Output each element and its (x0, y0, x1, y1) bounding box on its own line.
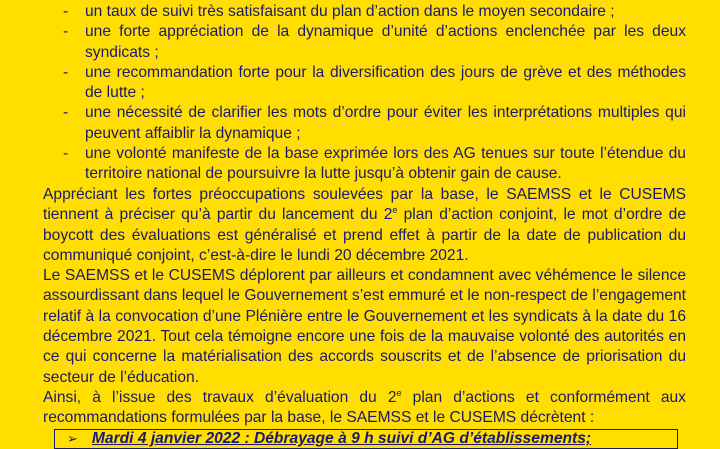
paragraph-text: Appréciant les fortes préoccupations soulevées par la base, le SAEMSS et le CUSEMS tiennent à préciser qu’à partir du lancement du 2 (43, 186, 686, 224)
bullet-item (0, 22, 720, 63)
bullet-item (0, 2, 720, 22)
bullet-text: un taux de suivi très satisfaisant du plan d’action dans le moyen secondaire ; (85, 3, 615, 20)
arrow-bullet-icon: ➢ (67, 431, 78, 446)
bullet-text: une recommandation forte pour la diversification des jours de grève et des méthodes de lutte ; (85, 63, 686, 102)
superscript: e (396, 387, 402, 398)
bullet-text: une nécessité de clarifier les mots d’ordre pour éviter les interprétations multiples qui peuvent affaiblir la dynamique ; (85, 104, 686, 142)
bullet-item (0, 103, 720, 144)
decree-box (54, 429, 678, 449)
bullet-dash: - (63, 23, 69, 41)
bullet-text: une volonté manifeste de la base exprimée lors des AG tenues sur toute l’étendue du territoire national de poursuivre la lutte jusqu’à obtenir gain de cause. (85, 145, 686, 183)
bullet-dash: - (63, 104, 69, 122)
bullet-dash: - (63, 3, 69, 20)
decree-text: Mardi 4 janvier 2022 : Débrayage à 9 h suivi d’AG d’établissements; (91, 430, 592, 447)
superscript: e (392, 205, 398, 216)
bullet-list (0, 2, 720, 185)
paragraph-text: plan d’actions et conformément aux recommandations formulées par la base, le SAEMSS et le CUSEMS décrètent : (43, 388, 686, 427)
paragraph-condemnation: Le SAEMSS et le CUSEMS déplorent par ailleurs et condamnent avec véhémence le silence assourdissant dans lequel le Gouvernement s’est emmuré et le non-respect de l’engagement relatif à la convocation d’une Plénière entre le Gouvernement et les syndicats à la date du 16 décembre 2021. Tout cela témoigne encore une fois de la mauvaise volonté des autorités en ce qui concerne la matérialisation des accords souscrits et de l’absence de priorisation du secteur de l’éducation. (43, 267, 686, 386)
bullet-item (0, 63, 720, 104)
paragraph-text: Ainsi, à l’issue des travaux d’évaluation du 2 (43, 388, 397, 406)
paragraph-text: plan d’action conjoint, le mot d’ordre de boycott des évaluations est généralisé et prend effet à partir de la date de publication du communiqué conjoint, c’est-à-dire le lundi 20 décembre 2021. (43, 206, 686, 264)
bullet-dash: - (63, 145, 69, 163)
bullet-text: une forte appréciation de la dynamique d’unité d’actions enclenchée par les deux syndicats ; (85, 23, 686, 61)
bullet-item (0, 144, 720, 185)
paragraph-decree-intro (43, 388, 686, 429)
paragraph-boycott (43, 185, 686, 266)
bullet-dash: - (63, 63, 69, 81)
body-paragraphs (43, 185, 686, 429)
